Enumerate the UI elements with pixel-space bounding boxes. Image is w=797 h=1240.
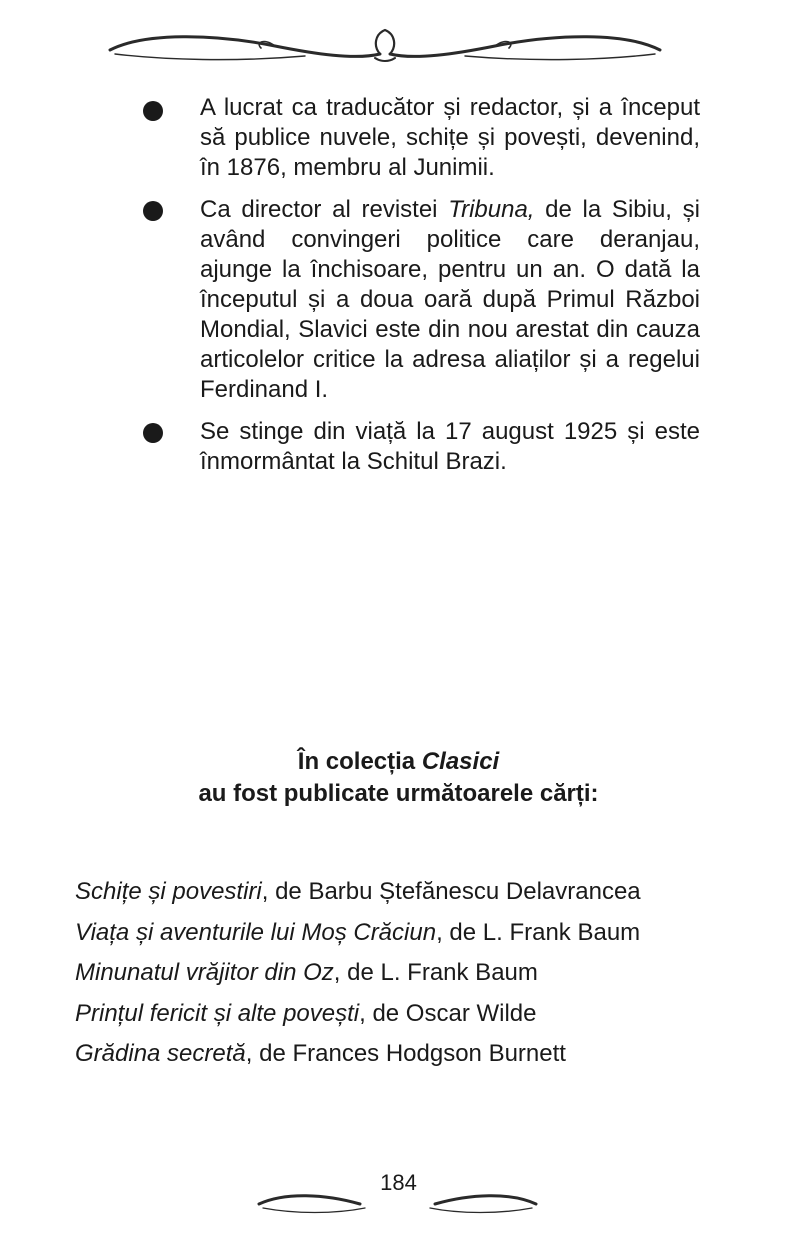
bullet-dot-icon bbox=[143, 423, 163, 443]
collection-heading-prefix: În colecția bbox=[297, 748, 422, 775]
bullet-italic-title: Tribuna, bbox=[448, 196, 535, 223]
book-title: Schițe și povestiri bbox=[75, 878, 262, 905]
bullet-text-after: de la Sibiu, și având convingeri politice care deranjau, ajunge la închisoare, pentru un an. O dată la începutul și a doua oară după Primul Război Mondial, Slavici este din nou arestat din cauza articolelor critice la adresa aliaților și a regelui Ferdinand I. bbox=[200, 196, 700, 403]
book-title: Prințul fericit și alte povești bbox=[75, 999, 360, 1027]
bullet-item bbox=[140, 417, 700, 477]
collection-heading bbox=[0, 746, 797, 810]
book-title: Viața și aventurile lui Moș Crăciun bbox=[75, 918, 437, 946]
bullet-item bbox=[140, 195, 700, 405]
book-list bbox=[75, 872, 641, 1075]
book-author: , de Oscar Wilde bbox=[359, 999, 537, 1027]
page-number: 184 bbox=[380, 1170, 417, 1195]
bullet-text: Se stinge din viață la 17 august 1925 și este înmormântat la Schitul Brazi. bbox=[200, 418, 700, 475]
list-item bbox=[75, 913, 641, 954]
book-author: , de L. Frank Baum bbox=[436, 918, 641, 946]
biography-bullet-list bbox=[140, 93, 700, 489]
bullet-dot-icon bbox=[143, 201, 163, 221]
collection-heading-line2: au fost publicate următoarele cărți: bbox=[198, 780, 599, 807]
list-item bbox=[75, 1034, 641, 1075]
collection-name: Clasici bbox=[421, 748, 500, 775]
bullet-dot-icon bbox=[143, 101, 163, 121]
book-author: , de Barbu Ștefănescu Delavrancea bbox=[261, 878, 641, 905]
bottom-ornament bbox=[255, 1180, 540, 1220]
list-item bbox=[75, 994, 641, 1035]
bullet-text: A lucrat ca traducător și redactor, și a început să publice nuvele, schițe și povești, devenind, în 1876, membru al Junimii. bbox=[200, 94, 700, 181]
list-item bbox=[75, 872, 641, 913]
list-item bbox=[75, 953, 641, 994]
top-ornament bbox=[105, 20, 665, 70]
book-author: , de Frances Hodgson Burnett bbox=[245, 1040, 566, 1067]
bullet-item bbox=[140, 93, 700, 183]
book-title: Grădina secretă bbox=[75, 1040, 246, 1067]
book-author: , de L. Frank Baum bbox=[333, 959, 538, 986]
book-title: Minunatul vrăjitor din Oz bbox=[75, 959, 334, 986]
bullet-text-before: Ca director al revistei bbox=[200, 196, 449, 223]
